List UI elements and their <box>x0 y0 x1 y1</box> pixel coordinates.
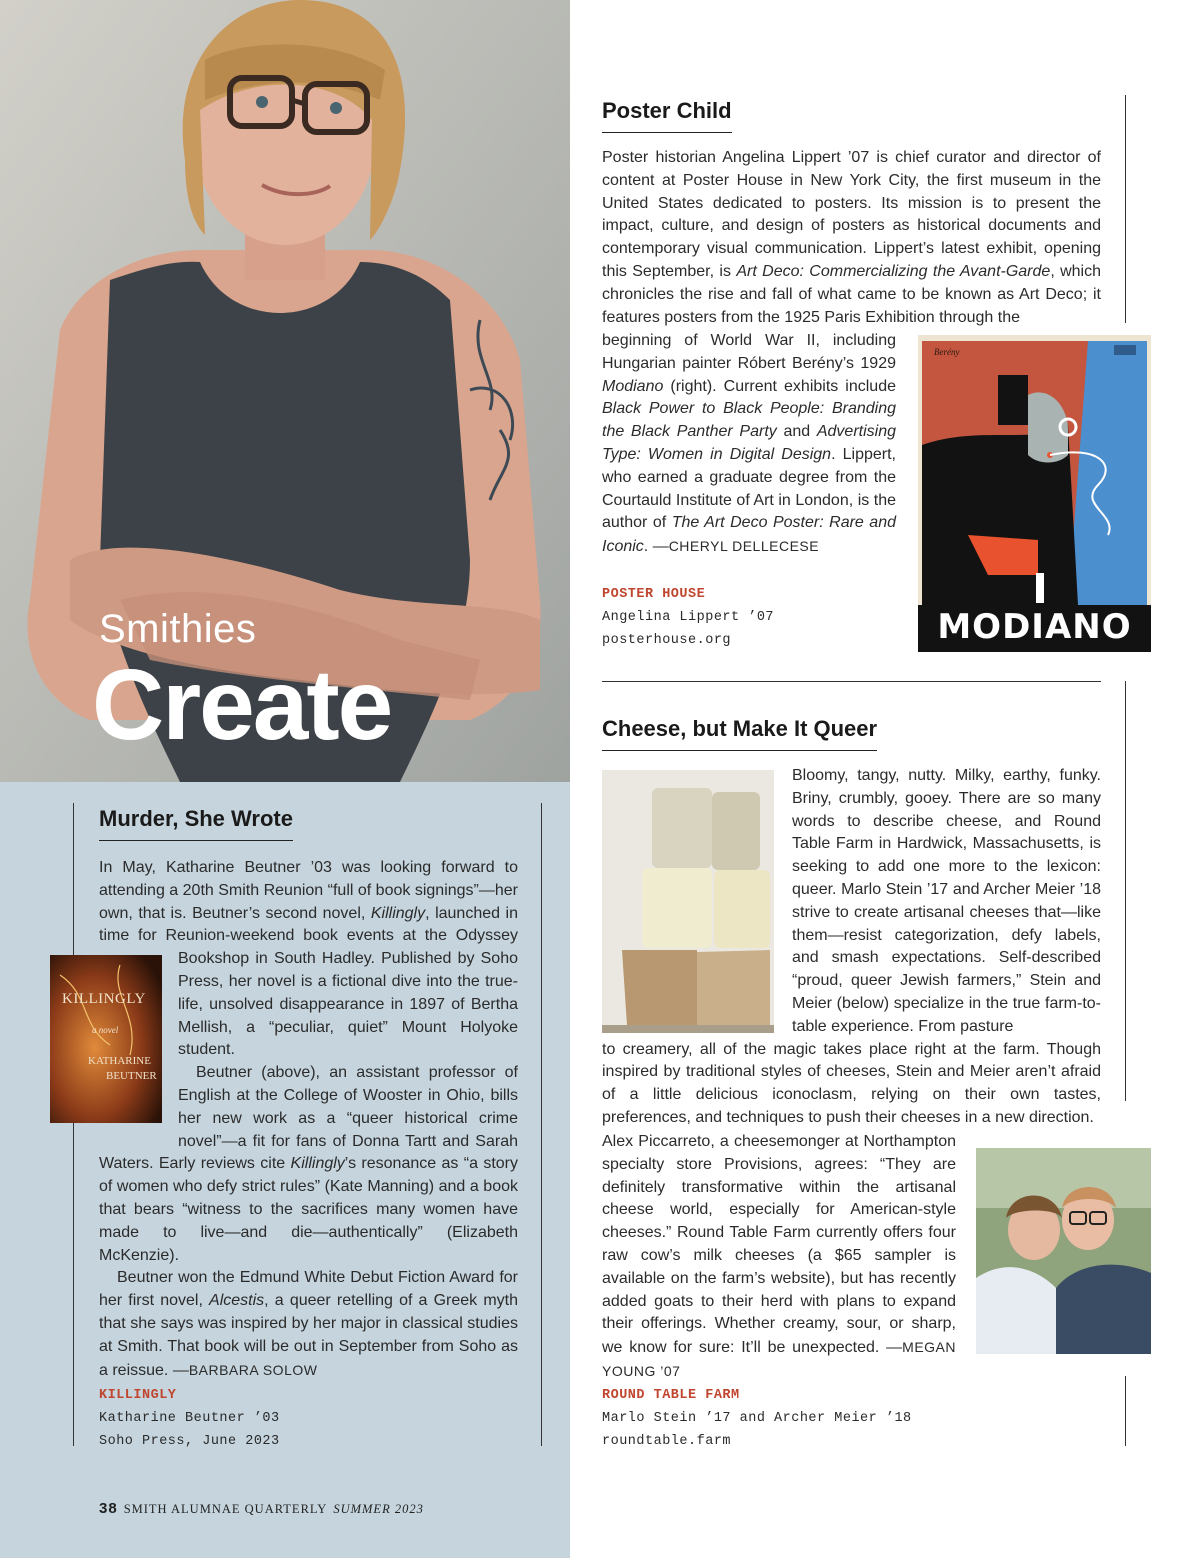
cheese-body-lower <box>602 1131 956 1384</box>
column-rule <box>541 803 542 1446</box>
book-subtitle: a novel <box>92 1025 119 1035</box>
farmers-photo <box>976 1148 1151 1354</box>
book-title: KILLINGLY <box>62 991 146 1007</box>
poster-paragraph-1: Poster historian Angelina Lippert ’07 is chief curator and director of content at Poster House in New York City, the first museum in the United States dedicated to posters. Its mission is to present the impact, culture, and design of posters as historical documents and contemporary visual communication. Lippert’s latest exhibit, opening this September, is Art Deco: Commercializing the Avant-Garde, which chronicles the rise and fall of what came to be known as Art Deco; it features posters from the 1925 Paris Exhibition through the <box>602 149 1102 326</box>
byline: CHERYL DELLECESE <box>668 538 820 555</box>
murder-heading: Murder, She Wrote <box>99 806 293 841</box>
poster-body-top <box>602 147 1101 329</box>
publication-name: SMITH ALUMNAE QUARTERLY <box>123 1502 328 1516</box>
modiano-poster <box>918 335 1151 652</box>
section-kicker: Smithies <box>99 607 257 651</box>
poster-info <box>602 583 774 652</box>
info-label: KILLINGLY <box>99 1388 177 1403</box>
page-footer <box>99 1500 424 1517</box>
murder-info <box>99 1384 280 1453</box>
murder-paragraph-3: Beutner won the Edmund White Debut Fiction Award for her first novel, Alcestis, a queer retelling of a Greek myth that she says was inspired by her major in classical studies at Smith. That book will be out in September from Soho as a reissue. —BARBARA SOLOW <box>99 1269 518 1379</box>
murder-body <box>99 857 518 1382</box>
book-author-first: KATHARINE <box>88 1055 151 1067</box>
column-rule <box>73 803 74 1446</box>
column-rule <box>1125 95 1126 323</box>
issue-name: SUMMER 2023 <box>333 1502 424 1516</box>
info-line: Marlo Stein ’17 and Archer Meier ’18 <box>602 1411 912 1426</box>
photo-wrap-space <box>602 765 792 1037</box>
byline: MEGAN YOUNG ’07 <box>602 1339 956 1379</box>
poster-wordmark: MODIANO <box>937 607 1132 647</box>
book-author-last: BEUTNER <box>106 1070 157 1082</box>
poster-body-bottom <box>602 330 896 559</box>
page-number: 38 <box>99 1500 118 1517</box>
cheese-paragraph-3: Alex Piccarreto, a cheesemonger at Northampton specialty store Provisions, agrees: “They are definitely transformative within the artisanal cheese world, especially for American-style cheeses.” Round Table Farm currently offers four raw cow’s milk cheeses (a $65 sampler is available on the farm’s website), but has recently added goats to their herd with plans to expand their offerings. Whether creamy, sour, or sharp, we know for sure: It’ll be unexpected. —MEGAN YOUNG ’07 <box>602 1133 956 1379</box>
cheese-heading: Cheese, but Make It Queer <box>602 716 877 751</box>
byline: BARBARA SOLOW <box>188 1361 318 1378</box>
cheese-body <box>602 765 1101 1130</box>
murder-paragraph-2: Beutner (above), an assistant professor of English at the College of Wooster in Ohio, bills her new work as a “queer historical crime novel”—a fit for fans of Donna Tartt and Sarah Waters. Early reviews cite Killingly’s resonance as “a story of women who defy strict rules” (Kate Manning) and a book that bears “witness to the sacrifices many women have made to live—and die—authentically” (Elizabeth McKenzie). <box>99 1064 519 1264</box>
poster-paragraph-2: beginning of World War II, including Hungarian painter Róbert Berény’s 1929 Modiano (right). Current exhibits include Black Power to Black People: Branding the Black Panther Party and Advertising Type: Women in Digital Design. Lippert, who earned a graduate degree from the Courtauld Institute of Art in London, is the author of The Art Deco Poster: Rare and Iconic. —CHERYL DELLECESE <box>602 332 896 556</box>
info-line: Katharine Beutner ’03 <box>99 1411 280 1426</box>
column-rule <box>1125 681 1126 1101</box>
cheese-paragraph-2: to creamery, all of the magic takes place right at the farm. Though inspired by traditional styles of cheeses, Stein and Meier aren’t afraid of a little delicious iconoclasm, relying on their own tastes, preferences, and techniques to push their cheeses in a new direction. <box>602 1040 1101 1126</box>
info-label: ROUND TABLE FARM <box>602 1388 740 1403</box>
info-line: Soho Press, June 2023 <box>99 1434 280 1449</box>
poster-heading: Poster Child <box>602 98 732 133</box>
section-title: Create <box>92 649 392 761</box>
cheese-info <box>602 1384 912 1453</box>
info-line: Angelina Lippert ’07 <box>602 610 775 625</box>
section-divider <box>602 681 1101 682</box>
info-label: POSTER HOUSE <box>602 587 706 602</box>
hero-photo <box>0 0 570 782</box>
info-line: posterhouse.org <box>602 633 732 648</box>
cheese-paragraph-1: Bloomy, tangy, nutty. Milky, earthy, funky. Briny, crumbly, gooey. There are so many words to describe cheese, and Round Table Farm in Hardwick, Massachusetts, is seeking to add one more to the lexicon: queer. Marlo Stein ’17 and Archer Meier ’18 strive to create artisanal cheeses that—like them—resist categorization, defy labels, and smash expectations. Self-described “proud, queer Jewish farmers,” Stein and Meier (below) specialize in the true farm-to-table experience. From pasture <box>792 767 1101 1035</box>
poster-art <box>918 335 1151 652</box>
murder-paragraph-1: In May, Katharine Beutner ’03 was looking forward to attending a 20th Smith Reunion “full of book signings”—her own, that is. Beutner’s second novel, Killingly, launched in time for Reunion-weekend book events at the Odyssey Bookshop in South Hadley. Published by Soho Press, her novel is a fictional dive into the true-life, unsolved disappearance in 1897 of Bertha Mellish, a “peculiar, quiet” Mount Holyoke student. <box>99 859 519 1059</box>
column-rule <box>1125 1376 1126 1446</box>
farmers-art <box>976 1148 1151 1354</box>
poster-signature: Berény <box>934 347 960 357</box>
info-line: roundtable.farm <box>602 1434 732 1449</box>
